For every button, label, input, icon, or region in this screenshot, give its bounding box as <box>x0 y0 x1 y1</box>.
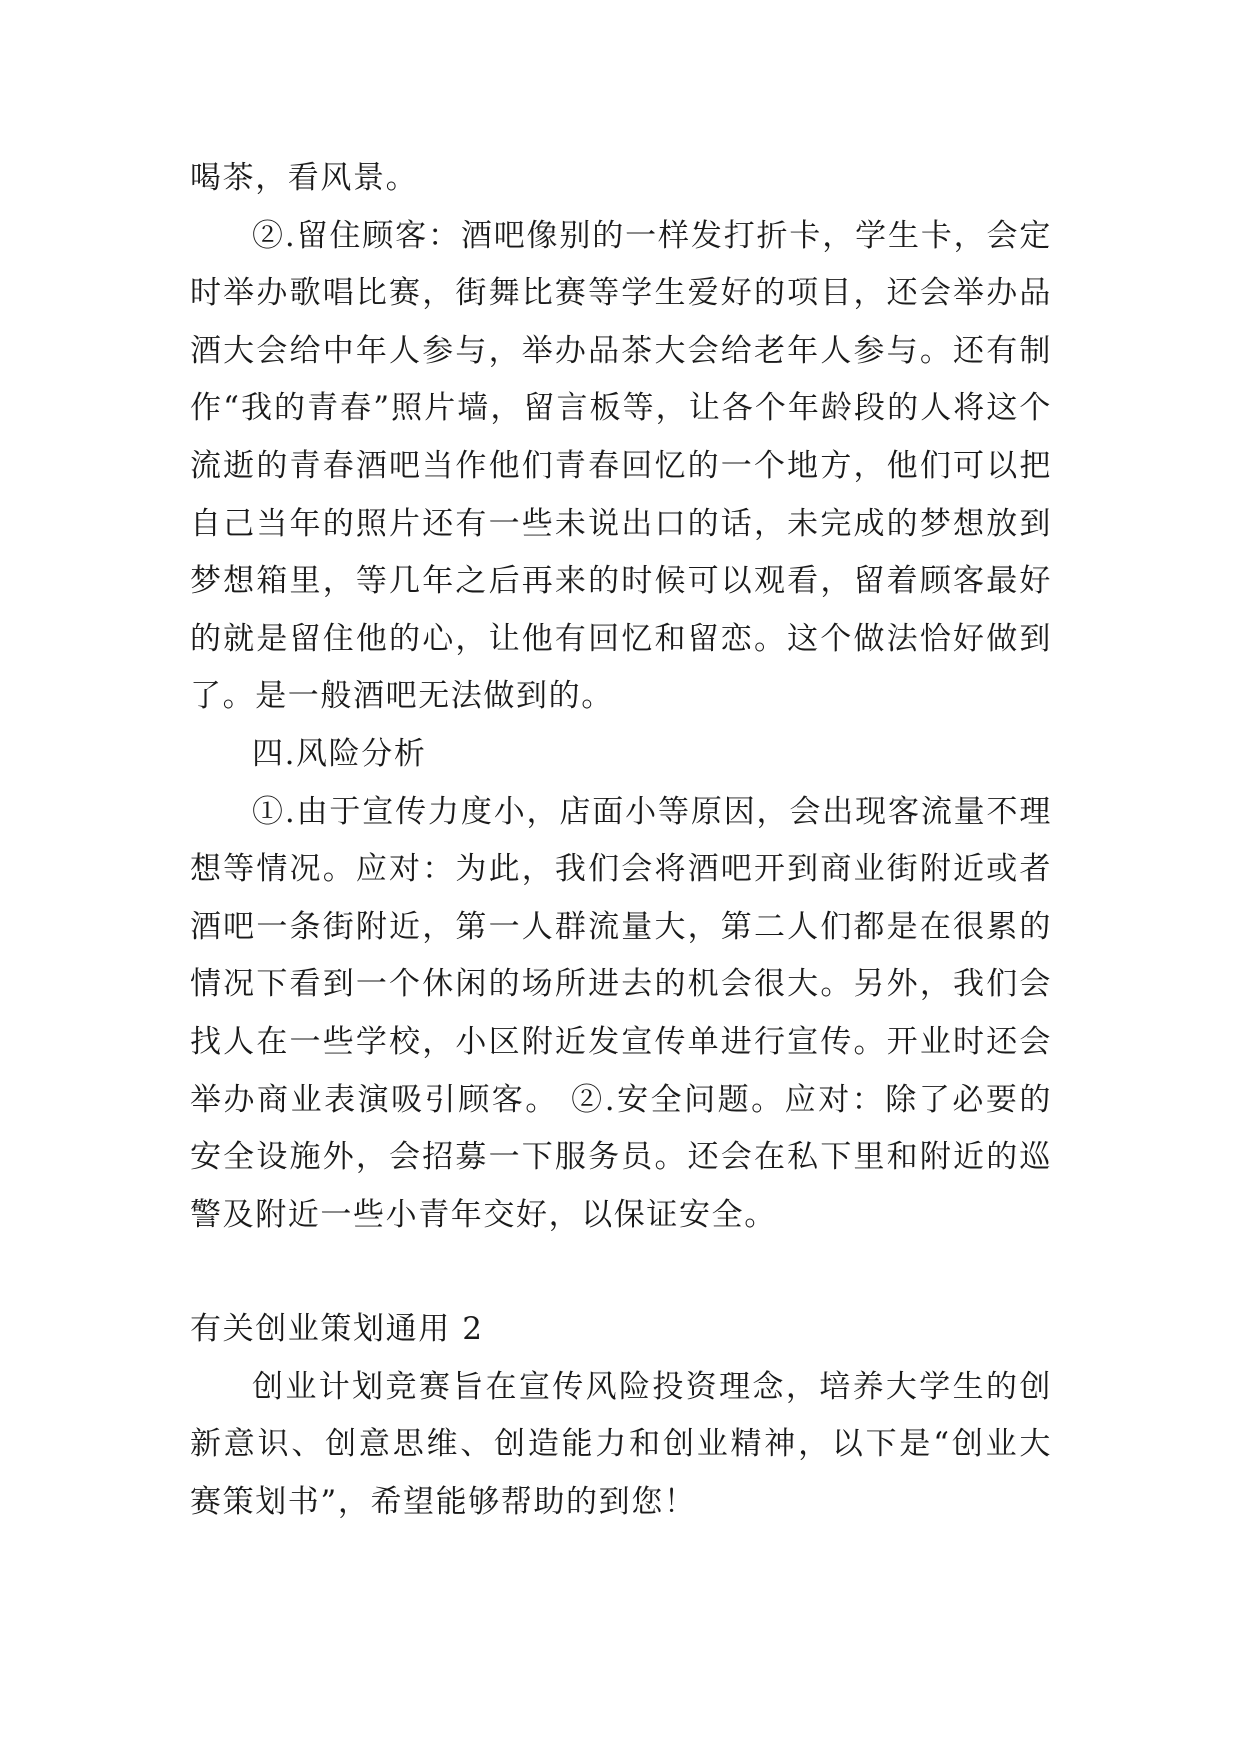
section-heading-risk-analysis: 四.风险分析 <box>252 735 427 772</box>
section-gap <box>190 1244 1052 1301</box>
section-title: 有关创业策划通用 2 <box>190 1311 484 1348</box>
paragraph-continuation: 喝茶，看风景。 <box>190 160 419 196</box>
paragraph-intro: 创业计划竞赛旨在宣传风险投资理念，培养大学生的创新意识、创意思维、创造能力和创业精神，以下是“创业大赛策划书”，希望能够帮助的到您！ <box>190 1368 1052 1521</box>
paragraph-retain-customers: ②.留住顾客：酒吧像别的一样发打折卡，学生卡，会定时举办歌唱比赛，街舞比赛等学生爱好的项目，还会举办品酒大会给中年人参与，举办品茶大会给老年人参与。还有制作“我的青春”照片墙，留言板等，让各个年龄段的人将这个流逝的青春酒吧当作他们青春回忆的一个地方，他们可以把自己当年的照片还有一些未说出口的话，未完成的梦想放到梦想箱里，等几年之后再来的时候可以观看，留着顾客最好的就是留住他的心，让他有回忆和留恋。这个做法恰好做到了。是一般酒吧无法做到的。 <box>190 217 1052 715</box>
paragraph-risk-analysis: ①.由于宣传力度小，店面小等原因，会出现客流量不理想等情况。应对：为此，我们会将酒吧开到商业街附近或者酒吧一条街附近，第一人群流量大，第二人们都是在很累的情况下看到一个休闲的场所进去的机会很大。另外，我们会找人在一些学校，小区附近发宣传单进行宣传。开业时还会举办商业表演吸引顾客。 ②.安全问题。应对：除了必要的安全设施外，会招募一下服务员。还会在私下里和附近的巡警及附近一些小青年交好，以保证安全。 <box>190 793 1052 1233</box>
document-page <box>190 150 1052 1532</box>
